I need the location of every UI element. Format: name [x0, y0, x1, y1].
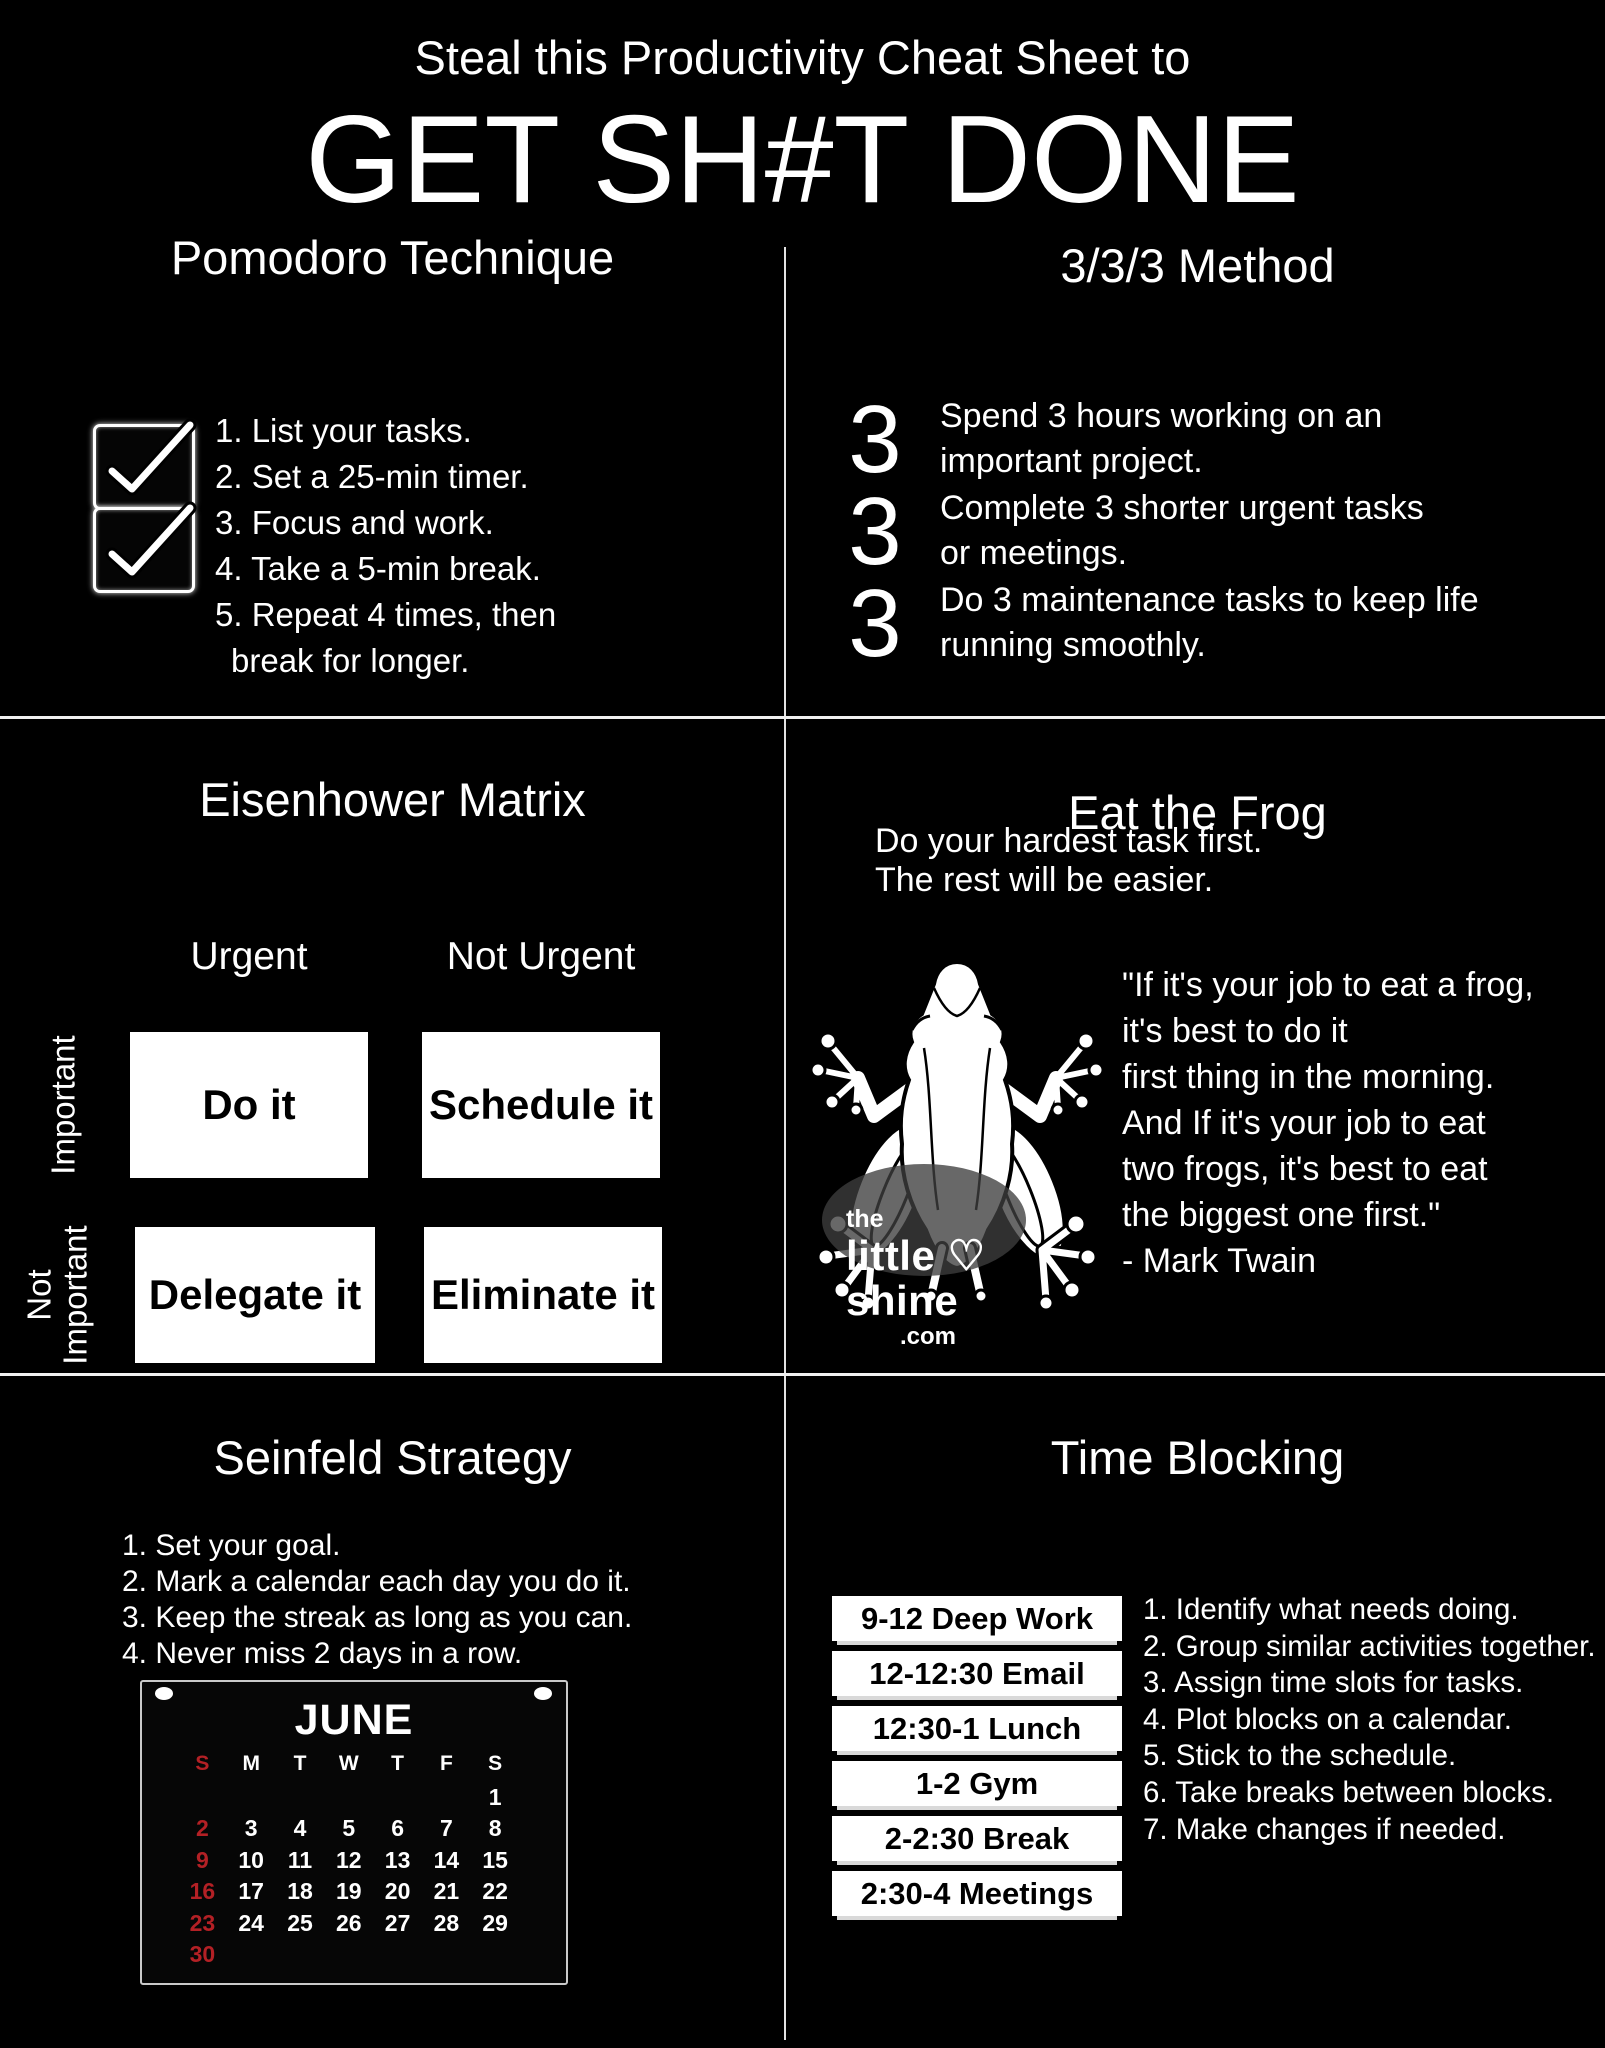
calendar-day: 16 — [189, 1878, 216, 1905]
text-line: Do your hardest task first. — [875, 822, 1263, 860]
matrix-cell-eliminate-it: Eliminate it — [424, 1227, 662, 1363]
calendar-day — [178, 1784, 227, 1815]
calendar-day: 23 — [189, 1909, 216, 1936]
matrix-row-label-important — [28, 1032, 100, 1178]
quote-line: two frogs, it's best to eat — [1122, 1150, 1488, 1188]
list-item: 4. Plot blocks on a calendar. — [1143, 1702, 1512, 1736]
logo-line: little ♡ — [846, 1232, 986, 1279]
june-calendar — [140, 1680, 568, 1985]
calendar-day: 12 — [335, 1846, 362, 1873]
mark-twain-quote — [1122, 962, 1534, 1284]
pomodoro-steps-list — [215, 408, 556, 684]
calendar-day — [276, 1941, 325, 1972]
calendar-day — [422, 1784, 471, 1815]
333-item-text — [940, 486, 1424, 576]
calendar-day: 1 — [488, 1784, 502, 1810]
text-line: important project. — [940, 442, 1203, 480]
calendar-day: 6 — [391, 1815, 404, 1842]
calendar-day: 7 — [439, 1815, 453, 1842]
calendar-weekday: S — [488, 1752, 503, 1775]
calendar-day: 2 — [196, 1815, 209, 1842]
eat-the-frog-section-title: Eat the Frog — [1068, 786, 1327, 839]
calendar-day: 5 — [342, 1815, 356, 1842]
matrix-row-label-not-important — [12, 1227, 104, 1363]
pomodoro-section-title: Pomodoro Technique — [170, 231, 615, 284]
logo-line: shine — [846, 1277, 959, 1324]
text-line: Important — [45, 1035, 82, 1175]
list-item: 2. Set a 25-min timer. — [215, 458, 529, 495]
time-block: 9-12 Deep Work — [832, 1596, 1122, 1641]
calendar-day: 25 — [287, 1909, 313, 1936]
calendar-day — [373, 1941, 422, 1972]
horizontal-divider — [0, 716, 1605, 719]
horizontal-divider — [0, 1373, 1605, 1376]
matrix-cell-schedule-it: Schedule it — [422, 1032, 660, 1178]
time-blocking-steps-list — [1143, 1592, 1596, 1848]
thelittleshine-logo — [846, 1206, 986, 1350]
text-line: The rest will be easier. — [875, 861, 1214, 899]
text-line: Not — [21, 1269, 58, 1321]
list-item: 3. Keep the streak as long as you can. — [122, 1601, 633, 1634]
calendar-grid — [178, 1744, 520, 1972]
calendar-day: 27 — [384, 1909, 411, 1936]
matrix-column-label-urgent: Urgent — [190, 935, 308, 978]
list-item: break for longer. — [231, 642, 470, 679]
list-item: 7. Make changes if needed. — [1143, 1812, 1506, 1846]
matrix-cell-do-it: Do it — [130, 1032, 368, 1178]
calendar-day — [276, 1784, 325, 1815]
big-three-numeral: 3 — [848, 386, 902, 493]
poster-subtitle: Steal this Productivity Cheat Sheet to — [414, 31, 1191, 84]
calendar-day: 8 — [488, 1815, 502, 1842]
calendar-day: 20 — [384, 1878, 411, 1905]
calendar-day — [373, 1784, 422, 1815]
list-item: 2. Group similar activities together. — [1143, 1629, 1596, 1663]
time-block: 1-2 Gym — [832, 1761, 1122, 1806]
text-line: Important — [57, 1225, 94, 1365]
calendar-day: 19 — [335, 1878, 362, 1905]
list-item: 3. Assign time slots for tasks. — [1143, 1666, 1524, 1700]
text-line: running smoothly. — [940, 626, 1206, 664]
list-item: 6. Take breaks between blocks. — [1143, 1775, 1555, 1809]
matrix-column-label-not-urgent: Not Urgent — [446, 935, 636, 978]
quote-line: the biggest one first." — [1122, 1196, 1441, 1234]
list-item: 5. Stick to the schedule. — [1143, 1739, 1457, 1773]
calendar-day: 14 — [433, 1846, 460, 1873]
calendar-day — [324, 1941, 373, 1972]
time-block: 12:30-1 Lunch — [832, 1706, 1122, 1751]
seinfeld-section-title: Seinfeld Strategy — [213, 1431, 572, 1484]
calendar-day: 28 — [433, 1909, 460, 1936]
quote-attribution: - Mark Twain — [1122, 1242, 1316, 1280]
text-line: or meetings. — [940, 534, 1128, 572]
calendar-day: 13 — [384, 1846, 411, 1873]
333-method-section-title: 3/3/3 Method — [1060, 239, 1335, 292]
quote-line: it's best to do it — [1122, 1012, 1348, 1050]
big-three-numeral: 3 — [848, 478, 902, 585]
calendar-day — [324, 1784, 373, 1815]
calendar-day: 30 — [189, 1940, 216, 1967]
calendar-day: 3 — [244, 1815, 258, 1842]
calendar-day: 10 — [238, 1846, 264, 1873]
calendar-day: 4 — [293, 1815, 307, 1842]
calendar-weekday: F — [439, 1752, 453, 1775]
quote-line: first thing in the morning. — [1122, 1058, 1495, 1096]
list-item: 3. Focus and work. — [215, 504, 494, 541]
calendar-day: 11 — [287, 1846, 313, 1873]
text-line: Complete 3 shorter urgent tasks — [940, 489, 1424, 527]
calendar-day — [422, 1941, 471, 1972]
calendar-day: 29 — [482, 1909, 508, 1936]
calendar-day: 24 — [238, 1909, 264, 1936]
text-line: Do 3 maintenance tasks to keep life — [940, 581, 1479, 619]
calendar-day: 9 — [196, 1846, 209, 1873]
list-item: 1. List your tasks. — [215, 412, 472, 449]
time-block: 2-2:30 Break — [832, 1816, 1122, 1861]
calendar-day: 21 — [433, 1878, 460, 1905]
poster-title: GET SH#T DONE — [305, 91, 1300, 229]
333-item-text — [940, 578, 1479, 668]
calendar-day — [227, 1941, 276, 1972]
list-item: 4. Take a 5-min break. — [215, 550, 541, 587]
big-three-numeral: 3 — [848, 570, 902, 677]
calendar-day: 22 — [482, 1878, 508, 1905]
calendar-day: 18 — [287, 1878, 313, 1905]
calendar-weekday: T — [391, 1752, 404, 1775]
calendar-weekday: W — [338, 1752, 359, 1775]
calendar-weekday: M — [242, 1752, 260, 1775]
quote-line: And If it's your job to eat — [1122, 1104, 1486, 1142]
matrix-cell-delegate-it: Delegate it — [135, 1227, 375, 1363]
calendar-day: 26 — [335, 1909, 362, 1936]
333-item-text — [940, 394, 1382, 484]
calendar-weekday: S — [195, 1752, 210, 1775]
calendar-weekday: T — [293, 1752, 307, 1775]
list-item: 4. Never miss 2 days in a row. — [122, 1637, 523, 1670]
time-block: 12-12:30 Email — [832, 1651, 1122, 1696]
time-blocking-section-title: Time Blocking — [1050, 1431, 1345, 1484]
list-item: 5. Repeat 4 times, then — [215, 596, 557, 633]
calendar-day: 15 — [482, 1846, 508, 1873]
checked-checkbox-icon — [93, 507, 195, 593]
eat-the-frog-intro — [875, 822, 1262, 900]
calendar-day: 17 — [238, 1878, 264, 1905]
list-item: 1. Set your goal. — [122, 1529, 341, 1562]
seinfeld-steps-list — [122, 1528, 632, 1672]
vertical-divider — [784, 247, 786, 2040]
list-item: 2. Mark a calendar each day you do it. — [122, 1565, 631, 1598]
logo-line: the — [846, 1205, 884, 1233]
time-block: 2:30-4 Meetings — [832, 1871, 1122, 1916]
logo-line: .com — [900, 1323, 957, 1350]
calendar-month-title: JUNE — [294, 1696, 414, 1744]
eisenhower-section-title: Eisenhower Matrix — [199, 773, 586, 826]
calendar-day — [227, 1784, 276, 1815]
list-item: 1. Identify what needs doing. — [1143, 1593, 1519, 1626]
calendar-day — [471, 1941, 520, 1972]
quote-line: "If it's your job to eat a frog, — [1122, 966, 1534, 1004]
text-line: Spend 3 hours working on an — [940, 397, 1383, 435]
